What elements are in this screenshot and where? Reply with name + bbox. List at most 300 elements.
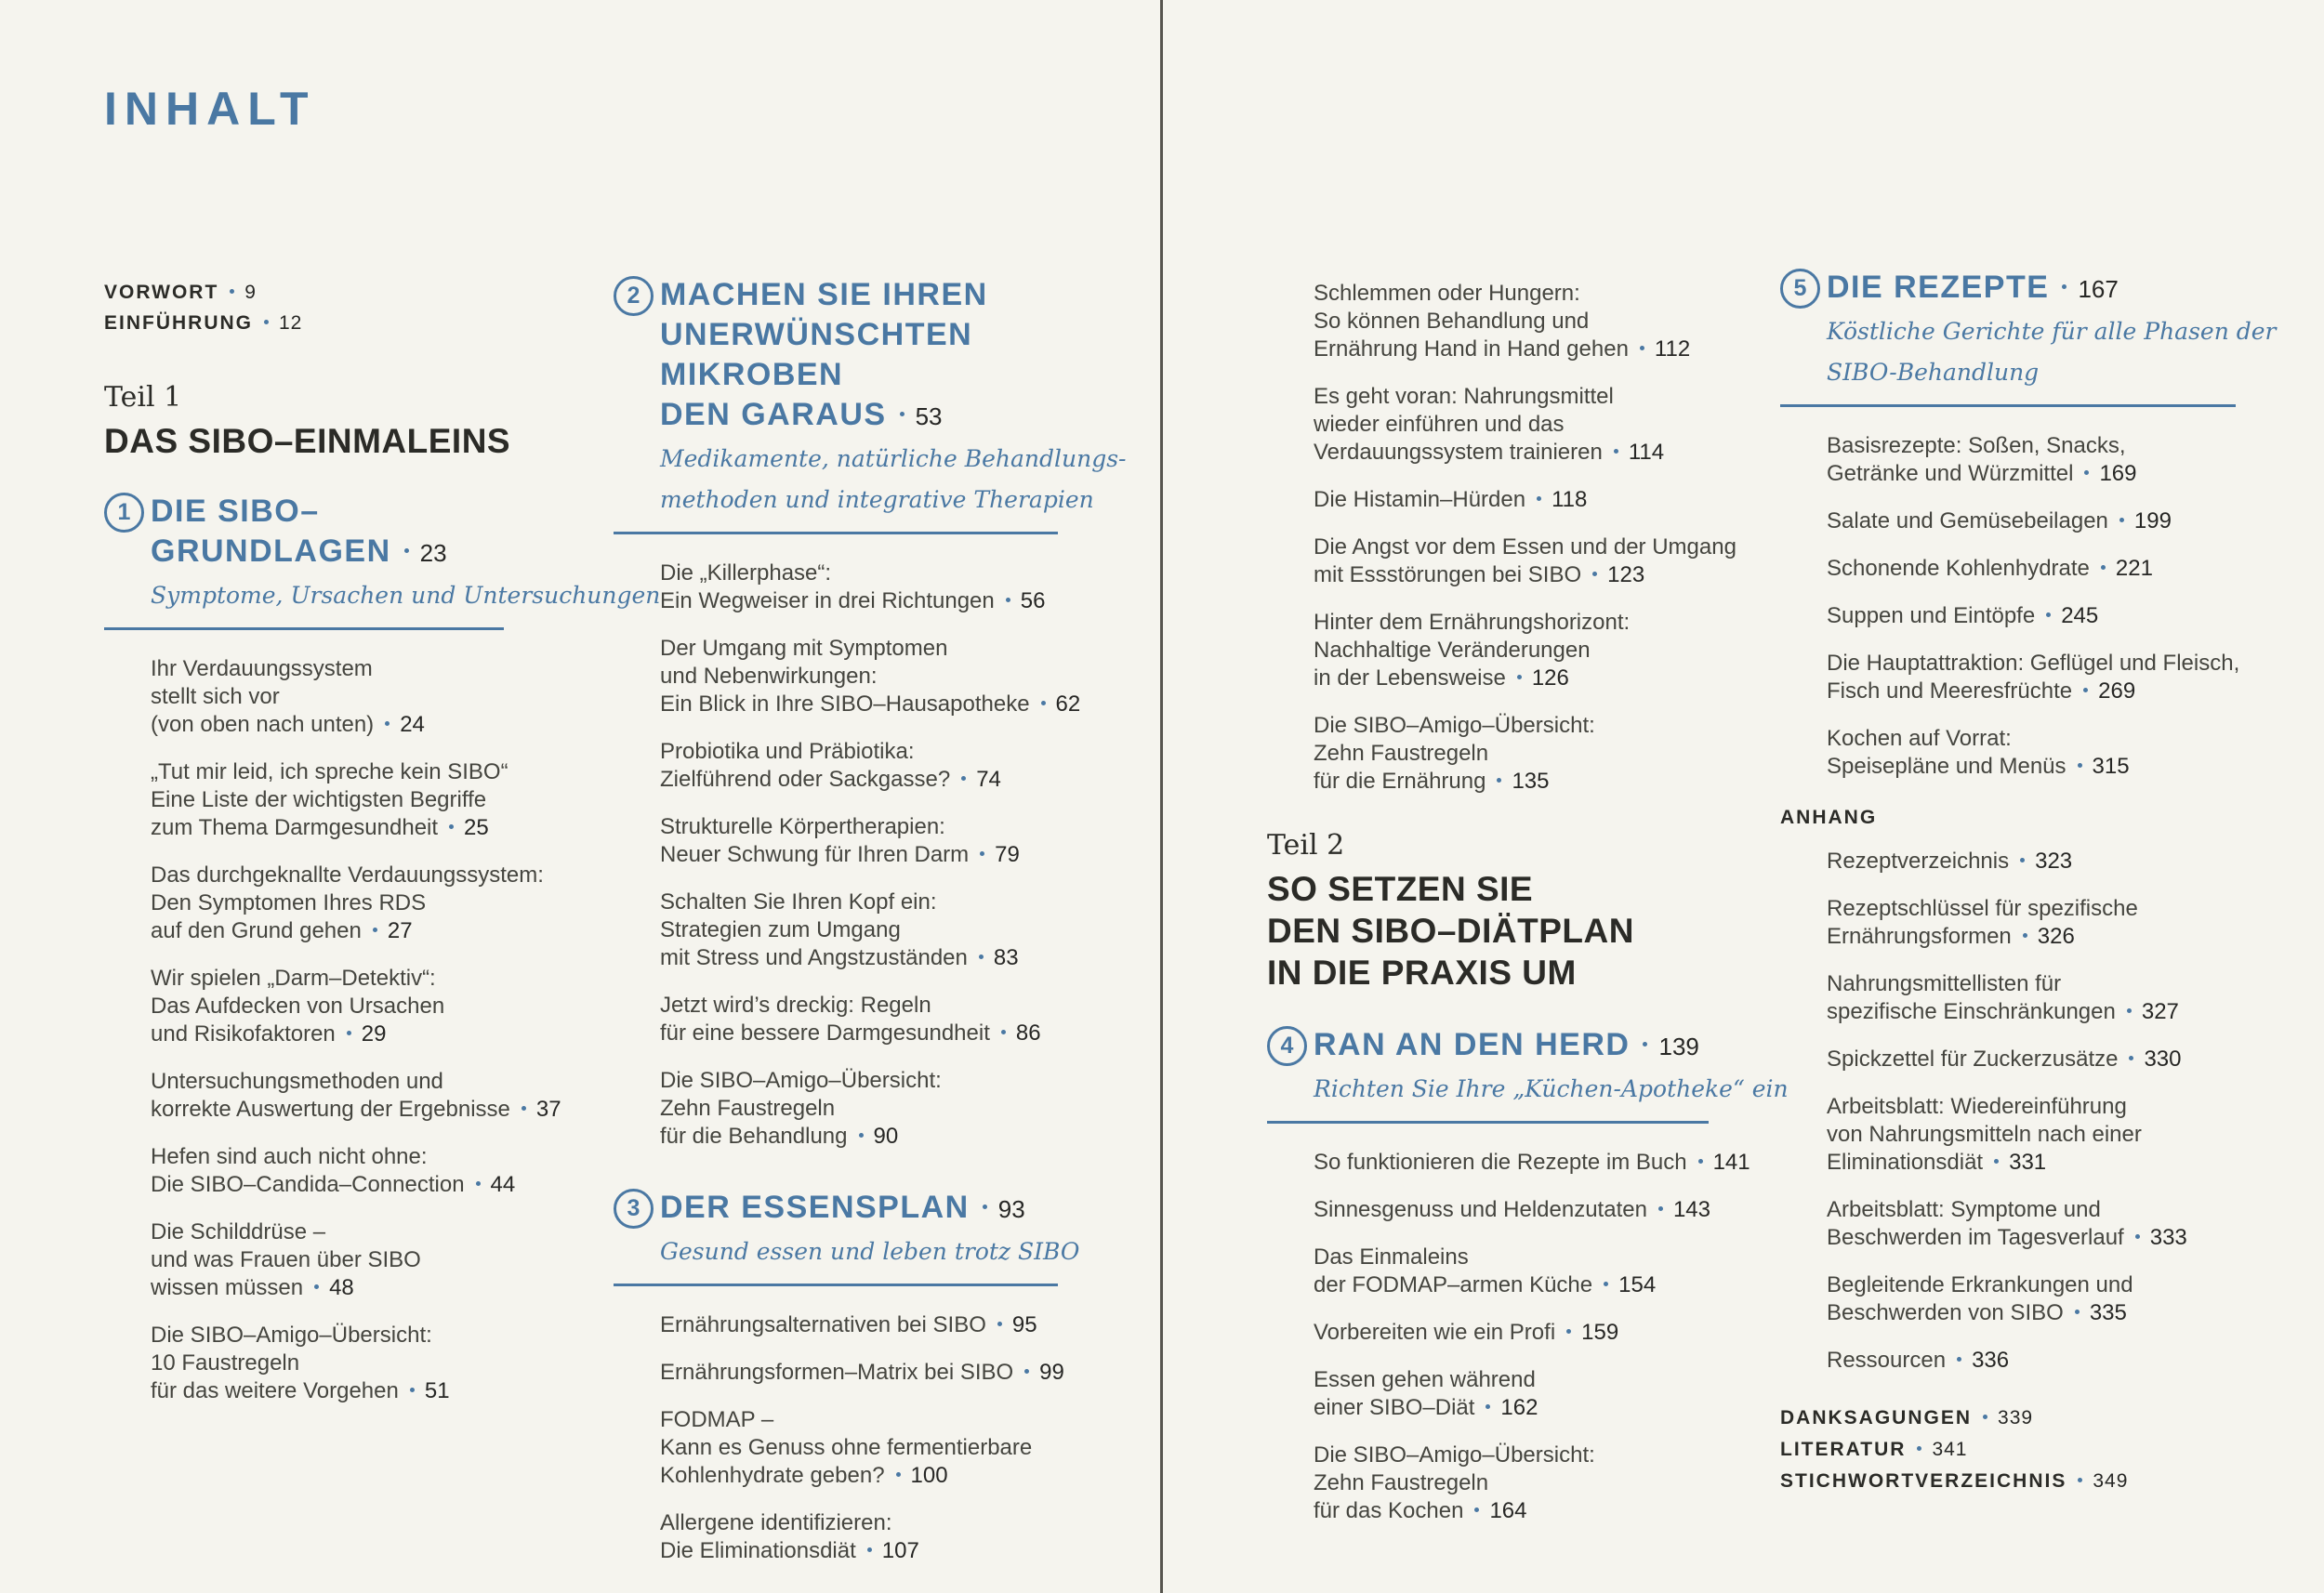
toc-entry-line (1314, 1244, 1709, 1271)
page-number: 23 (419, 539, 447, 567)
section-subtitle-line: Gesund essen und leben trotz SIBO (660, 1238, 1080, 1265)
toc-entry-text: Die SIBO–Amigo–Übersicht: (1314, 1442, 1595, 1468)
toc-entry-line (1827, 555, 2236, 583)
toc-entry-text: Allergene identifizieren: (660, 1510, 892, 1535)
toc-entry-text: und Risikofaktoren (151, 1021, 336, 1047)
toc-entry (1827, 555, 2236, 583)
toc-entry-line (1827, 998, 2236, 1026)
toc-entry-text: Zielführend oder Sackgasse? (660, 767, 951, 792)
toc-entry-line (1827, 1347, 2236, 1375)
section-title-line (1827, 268, 2236, 309)
page-number: 169 (2099, 461, 2137, 486)
section-title-text: GRUNDLAGEN (151, 533, 391, 569)
toc-entry-text: Fisch und Meeresfrüchte (1827, 678, 2073, 704)
toc-entry-line (660, 1537, 1058, 1565)
separator-dot-icon (1957, 1357, 1961, 1362)
toc-entry (1827, 1271, 2236, 1327)
separator-dot-icon (859, 1133, 864, 1138)
toc-entry-text: Der Umgang mit Symptomen (660, 636, 948, 661)
backmatter-label: LITERATUR (1780, 1439, 1907, 1460)
separator-dot-icon (476, 1181, 481, 1186)
toc-entry-text: Die Hauptattraktion: Geflügel und Fleisch, (1827, 651, 2240, 676)
section-subtitle-line: Medikamente, natürliche Behandlungs- (660, 445, 1127, 472)
separator-dot-icon (1537, 496, 1541, 501)
toc-entry-text: Ernährungsformen (1827, 924, 2012, 949)
page-number: 123 (1607, 562, 1645, 587)
toc-entry-line (151, 993, 504, 1020)
toc-entry-line (1827, 1093, 2236, 1121)
toc-entry-line (151, 1274, 504, 1302)
toc-entry-line (1314, 308, 1709, 336)
toc-entry-line (1827, 923, 2236, 951)
toc-entry-text: wissen müssen (151, 1275, 304, 1300)
section-number-badge: 3 (614, 1189, 654, 1229)
page-number: 143 (1672, 1197, 1710, 1222)
toc-entry-text: Es geht voran: Nahrungsmittel (1314, 384, 1614, 409)
toc-column-2 (614, 275, 1127, 1585)
toc-entry-text: So funktionieren die Rezepte im Buch (1314, 1150, 1687, 1175)
separator-dot-icon (2101, 565, 2106, 570)
toc-entry-text: Salate und Gemüsebeilagen (1827, 508, 2108, 533)
toc-entry-text: Beschwerden im Tagesverlauf (1827, 1225, 2124, 1250)
page-number: 323 (2035, 849, 2073, 874)
separator-dot-icon (1006, 598, 1010, 602)
toc-entry (1314, 1319, 1709, 1347)
page-number: 330 (2144, 1047, 2182, 1072)
toc-entry-text: Die Schilddrüse – (151, 1219, 326, 1244)
toc-entry-line (151, 917, 504, 945)
separator-dot-icon (2119, 518, 2124, 522)
toc-entry-text: Spickzettel für Zuckerzusätze (1827, 1047, 2119, 1072)
page-number: 349 (2093, 1470, 2129, 1492)
toc-entry (151, 1143, 516, 1199)
toc-entry-text: Die Eliminationsdiät (660, 1538, 856, 1563)
toc-entry (1827, 725, 2236, 781)
toc-entry-line (1314, 609, 1709, 637)
toc-entry-line (1314, 740, 1709, 768)
page-number: 29 (361, 1021, 387, 1047)
toc-entry-line (151, 814, 504, 842)
toc-entry-line (1827, 460, 2236, 488)
toc-entry-text: FODMAP – (660, 1407, 774, 1432)
page-number: 164 (1489, 1498, 1527, 1523)
section-block (1780, 268, 2277, 407)
backmatter-item (1780, 1434, 2236, 1466)
toc-entry-line (1314, 1497, 1709, 1525)
page-number: 12 (279, 312, 303, 334)
toc-entry (1314, 1244, 1709, 1299)
page-number: 245 (2061, 603, 2099, 628)
toc-entry (1827, 1046, 2236, 1073)
toc-entry-line (660, 1434, 1058, 1462)
toc-entry-text: und was Frauen über SIBO (151, 1247, 421, 1272)
toc-entry-text: Hinter dem Ernährungshorizont: (1314, 610, 1631, 635)
toc-entry-line (660, 1067, 1058, 1095)
separator-dot-icon (1001, 1030, 1006, 1034)
page-number: 37 (535, 1097, 561, 1122)
toc-entry-line (1314, 561, 1709, 589)
toc-entry-text: für die Ernährung (1314, 769, 1486, 794)
toc-entry-text: Arbeitsblatt: Symptome und (1827, 1197, 2101, 1222)
separator-dot-icon (1698, 1159, 1703, 1164)
separator-dot-icon (900, 412, 905, 416)
page-number: 341 (1932, 1439, 1968, 1460)
toc-entry-line (151, 711, 504, 739)
toc-entry-line (660, 663, 1058, 691)
toc-entry-text: 10 Faustregeln (151, 1350, 300, 1376)
separator-dot-icon (1474, 1507, 1479, 1512)
toc-entry-line (1314, 768, 1709, 796)
toc-entry-line (151, 683, 504, 711)
toc-entry-text: Kochen auf Vorrat: (1827, 726, 2012, 751)
separator-dot-icon (404, 548, 409, 553)
appendix-heading: ANHANG (1780, 807, 1878, 828)
page-number: 62 (1055, 691, 1081, 717)
section-subtitle-line: methoden und integrative Therapien (660, 486, 1094, 513)
toc-entry-text: Die SIBO–Amigo–Übersicht: (1314, 713, 1595, 738)
toc-entry-text: einer SIBO–Diät (1314, 1395, 1475, 1420)
toc-entry (1827, 1347, 2236, 1375)
page-number: 154 (1618, 1272, 1657, 1297)
separator-dot-icon (1643, 1042, 1647, 1047)
page-number: 141 (1712, 1150, 1750, 1175)
toc-entry-text: Rezeptverzeichnis (1827, 849, 2010, 874)
section-block (614, 1188, 1080, 1286)
toc-entry-text: Nachhaltige Veränderungen (1314, 638, 1591, 663)
toc-entry-line (151, 1096, 561, 1124)
toc-entry-text: auf den Grund gehen (151, 918, 362, 943)
toc-entry (151, 758, 508, 842)
toc-entry (660, 1359, 1064, 1387)
section-title-line (660, 1188, 1058, 1230)
toc-entry (1314, 1196, 1709, 1224)
toc-entry (660, 1311, 1058, 1339)
separator-dot-icon (373, 928, 377, 932)
toc-entry (660, 813, 1058, 869)
toc-entry-line (660, 766, 1058, 794)
section-title-line (660, 315, 1058, 355)
frontmatter-item (104, 308, 504, 338)
separator-dot-icon (314, 1284, 319, 1289)
toc-entry-line (1314, 1469, 1709, 1497)
separator-dot-icon (2023, 933, 2027, 938)
toc-entry-line (1827, 1196, 2236, 1224)
page-number: 126 (1531, 665, 1569, 691)
separator-dot-icon (2078, 763, 2082, 768)
page-number: 339 (1998, 1407, 2034, 1428)
page-number: 27 (387, 918, 413, 943)
toc-entry-text: Jetzt wird’s dreckig: Regeln (660, 993, 931, 1018)
toc-entry-text: für das Kochen (1314, 1498, 1464, 1523)
separator-dot-icon (2075, 1310, 2080, 1314)
toc-entry (660, 738, 1058, 794)
part-block (104, 379, 511, 462)
separator-dot-icon (347, 1031, 351, 1035)
toc-entry (1314, 383, 1709, 467)
page-number: 83 (993, 945, 1019, 970)
separator-dot-icon (449, 824, 454, 829)
toc-entry-text: Ihr Verdauungssystem (151, 656, 373, 681)
toc-entry-line (1314, 1394, 1709, 1422)
toc-entry-text: für das weitere Vorgehen (151, 1378, 399, 1403)
page-number: 315 (2092, 754, 2130, 779)
toc-entry-text: Eliminationsdiät (1827, 1150, 1984, 1175)
section-subtitle-line: Richten Sie Ihre „Küchen-Apotheke“ ein (1314, 1075, 1789, 1102)
toc-entry-line (660, 916, 1058, 944)
page-number: 327 (2141, 999, 2179, 1024)
page-number: 44 (490, 1172, 516, 1197)
toc-entry-text: Untersuchungsmethoden und (151, 1069, 443, 1094)
toc-entry-text: Strukturelle Körpertherapien: (660, 814, 945, 839)
toc-entry (1827, 1093, 2236, 1177)
section-block (614, 275, 1127, 534)
toc-entry-line (1827, 753, 2236, 781)
page-number: 159 (1581, 1320, 1619, 1345)
separator-dot-icon (1517, 675, 1522, 679)
separator-dot-icon (2083, 688, 2088, 692)
backmatter-item (1780, 1466, 2236, 1497)
page-number: 335 (2089, 1300, 2127, 1325)
toc-entry-line (1827, 1121, 2236, 1149)
section-title-text: MIKROBEN (660, 357, 844, 392)
separator-dot-icon (1604, 1282, 1608, 1286)
toc-entry-text: Ernährung Hand in Hand gehen (1314, 336, 1629, 362)
separator-dot-icon (1497, 778, 1501, 783)
page-number: 95 (1011, 1312, 1037, 1337)
page-number: 99 (1039, 1360, 1064, 1385)
toc-entry-line (660, 889, 1058, 916)
frontmatter-label: EINFÜHRUNG (104, 312, 253, 334)
page-number: 79 (995, 842, 1020, 867)
toc-entry (1314, 1442, 1709, 1525)
section-title-line (660, 355, 1058, 395)
toc-entry (1314, 712, 1709, 796)
toc-entry (1827, 1196, 2236, 1252)
toc-entry-line (1314, 1366, 1709, 1394)
separator-dot-icon (2020, 858, 2025, 862)
toc-entry-text: Zehn Faustregeln (1314, 1470, 1489, 1495)
toc-entry-text: zum Thema Darmgesundheit (151, 815, 439, 840)
toc-entry-text: Den Symptomen Ihres RDS (151, 890, 427, 915)
toc-entry (151, 1068, 561, 1124)
toc-entry-text: Die Angst vor dem Essen und der Umgang (1314, 534, 1736, 560)
toc-entry-text: Ein Blick in Ihre SIBO–Hausapotheke (660, 691, 1030, 717)
page-number: 326 (2037, 924, 2075, 949)
page-gutter-divider (1160, 0, 1163, 1593)
toc-entry-text: Neuer Schwung für Ihren Darm (660, 842, 970, 867)
toc-entry-line (151, 758, 508, 786)
toc-entry-text: der FODMAP–armen Küche (1314, 1272, 1593, 1297)
separator-dot-icon (1983, 1415, 1987, 1419)
toc-entry-text: Vorbereiten wie ein Profi (1314, 1320, 1556, 1345)
page-title: INHALT (104, 83, 316, 135)
page-number: 336 (1972, 1348, 2010, 1373)
toc-entry (1827, 848, 2236, 875)
toc-entry-line (660, 1509, 1058, 1537)
toc-entry-line (660, 1311, 1058, 1339)
toc-entry-text: Essen gehen während (1314, 1367, 1536, 1392)
separator-dot-icon (2135, 1234, 2140, 1239)
separator-dot-icon (1994, 1159, 1999, 1164)
page-number: 162 (1500, 1395, 1538, 1420)
toc-entry-line (1314, 712, 1709, 740)
page-number: 24 (400, 712, 425, 737)
toc-entry-line (1314, 637, 1709, 665)
toc-entry-line (1314, 665, 1709, 692)
section-title-text: UNERWÜNSCHTEN (660, 317, 973, 352)
toc-entry-line (660, 1359, 1064, 1387)
toc-entry-line (1827, 895, 2236, 923)
separator-dot-icon (1592, 572, 1597, 576)
backmatter-label: STICHWORTVERZEICHNIS (1780, 1470, 2067, 1492)
toc-entry-line (1314, 533, 1736, 561)
toc-entry (660, 1067, 1058, 1151)
section-title-line (151, 532, 504, 573)
separator-dot-icon (997, 1322, 1002, 1326)
toc-entry (660, 992, 1058, 1047)
toc-entry-line (151, 786, 504, 814)
page-number: 51 (424, 1378, 450, 1403)
toc-column-4 (1780, 268, 2277, 1497)
toc-entry (660, 1406, 1058, 1490)
toc-entry-text: Die „Killerphase“: (660, 560, 832, 586)
toc-column-3 (1267, 280, 1789, 1545)
page-number: 100 (910, 1463, 948, 1488)
frontmatter-item (104, 277, 504, 308)
backmatter-row (1780, 1434, 2236, 1466)
toc-entry-line (1314, 439, 1709, 467)
section-title-text: DEN GARAUS (660, 397, 887, 432)
toc-entry (1827, 432, 2236, 488)
section-title-text: RAN AN DEN HERD (1314, 1027, 1631, 1062)
separator-dot-icon (983, 1205, 987, 1209)
backmatter-row (1780, 1466, 2236, 1497)
toc-entry (1827, 507, 2236, 535)
toc-entry (1314, 1366, 1709, 1422)
toc-entry-line (660, 944, 1058, 972)
toc-entry-text: Basisrezepte: Soßen, Snacks, (1827, 433, 2126, 458)
toc-entry (151, 965, 504, 1048)
separator-dot-icon (264, 320, 269, 324)
separator-dot-icon (2129, 1056, 2133, 1060)
page-number: 331 (2009, 1150, 2047, 1175)
page-number: 56 (1020, 588, 1046, 613)
toc-entry-line (151, 1246, 504, 1274)
page-number: 112 (1654, 336, 1691, 362)
toc-entry-line (151, 965, 504, 993)
toc-entry (151, 862, 544, 945)
toc-entry (660, 1509, 1058, 1565)
toc-entry-text: Strategien zum Umgang (660, 917, 901, 942)
toc-entry-text: Die SIBO–Candida–Connection (151, 1172, 465, 1197)
toc-entry-text: Das Aufdecken von Ursachen (151, 994, 445, 1019)
toc-entry-text: Eine Liste der wichtigsten Begriffe (151, 787, 487, 812)
toc-entry-text: mit Stress und Angstzuständen (660, 945, 968, 970)
section-subtitle-line: Köstliche Gerichte für alle Phasen der (1827, 318, 2277, 345)
toc-entry-text: Ernährungsalternativen bei SIBO (660, 1312, 986, 1337)
toc-entry-line (1314, 280, 1709, 308)
toc-entry (151, 655, 504, 739)
toc-entry (1827, 602, 2236, 630)
section-rule (1780, 404, 2236, 407)
toc-entry-line (1827, 1271, 2236, 1299)
part-label: Teil 1 (104, 381, 182, 414)
page-number: 333 (2149, 1225, 2187, 1250)
toc-entry-line (1827, 970, 2236, 998)
toc-entry-line (1827, 507, 2236, 535)
backmatter-row (1780, 1402, 2236, 1434)
frontmatter-label: VORWORT (104, 282, 219, 303)
toc-entry-line (660, 813, 1058, 841)
toc-entry-text: Sinnesgenuss und Heldenzutaten (1314, 1197, 1647, 1222)
toc-entry-line (660, 992, 1058, 1020)
separator-dot-icon (230, 289, 234, 294)
toc-entry-text: Die SIBO–Amigo–Übersicht: (151, 1323, 432, 1348)
toc-entry-line (1314, 411, 1709, 439)
section-rule (614, 1284, 1058, 1286)
page-number: 114 (1628, 440, 1665, 465)
toc-entry-text: Kohlenhydrate geben? (660, 1463, 885, 1488)
toc-entry-text: Ernährungsformen–Matrix bei SIBO (660, 1360, 1014, 1385)
separator-dot-icon (980, 851, 984, 856)
toc-entry-line (151, 862, 544, 889)
separator-dot-icon (2084, 470, 2089, 475)
toc-entry-text: Die SIBO–Amigo–Übersicht: (660, 1068, 942, 1093)
toc-entry-line (1314, 336, 1709, 363)
toc-entry-text: Die Histamin–Hürden (1314, 487, 1526, 512)
separator-dot-icon (410, 1388, 415, 1392)
separator-dot-icon (1640, 346, 1644, 350)
toc-entry-text: Getränke und Würzmittel (1827, 461, 2074, 486)
section-rule (104, 627, 504, 630)
section-number-badge: 1 (104, 493, 144, 533)
backmatter-label: DANKSAGUNGEN (1780, 1407, 1973, 1428)
toc-entry-text: (von oben nach unten) (151, 712, 375, 737)
toc-entry-line (1314, 486, 1709, 514)
section-title-line (660, 395, 1058, 437)
toc-entry-line (660, 841, 1058, 869)
toc-entry-text: Arbeitsblatt: Wiedereinführung (1827, 1094, 2127, 1119)
toc-entry-text: Schalten Sie Ihren Kopf ein: (660, 889, 937, 915)
toc-entry-line (1827, 650, 2240, 678)
section-title-line (1314, 1025, 1709, 1067)
section-title-text: MACHEN SIE IHREN (660, 277, 988, 312)
toc-entry-text: Suppen und Eintöpfe (1827, 603, 2036, 628)
section-rule (1267, 1121, 1709, 1124)
toc-entry-text: spezifische Einschränkungen (1827, 999, 2116, 1024)
toc-entry-text: Speisepläne und Menüs (1827, 754, 2067, 779)
toc-entry-text: Schlemmen oder Hungern: (1314, 281, 1580, 306)
toc-entry (1314, 486, 1709, 514)
toc-entry-line (660, 560, 1058, 587)
backmatter-item (1780, 1402, 2236, 1434)
separator-dot-icon (2127, 1008, 2132, 1013)
toc-entry-line (1314, 1271, 1709, 1299)
page-number: 221 (2115, 556, 2153, 581)
toc-entry (151, 1218, 504, 1302)
toc-entry-line (660, 1462, 1058, 1490)
toc-entry-line (1827, 725, 2236, 753)
toc-entry (1827, 650, 2240, 705)
toc-entry-line (1314, 1196, 1709, 1224)
section-subtitle-line: SIBO-Behandlung (1827, 359, 2040, 386)
toc-entry-text: stellt sich vor (151, 684, 280, 709)
separator-dot-icon (385, 721, 390, 726)
toc-entry-text: mit Essstörungen bei SIBO (1314, 562, 1582, 587)
separator-dot-icon (2046, 612, 2051, 617)
page-number: 74 (976, 767, 1001, 792)
toc-entry-text: Ressourcen (1827, 1348, 1947, 1373)
